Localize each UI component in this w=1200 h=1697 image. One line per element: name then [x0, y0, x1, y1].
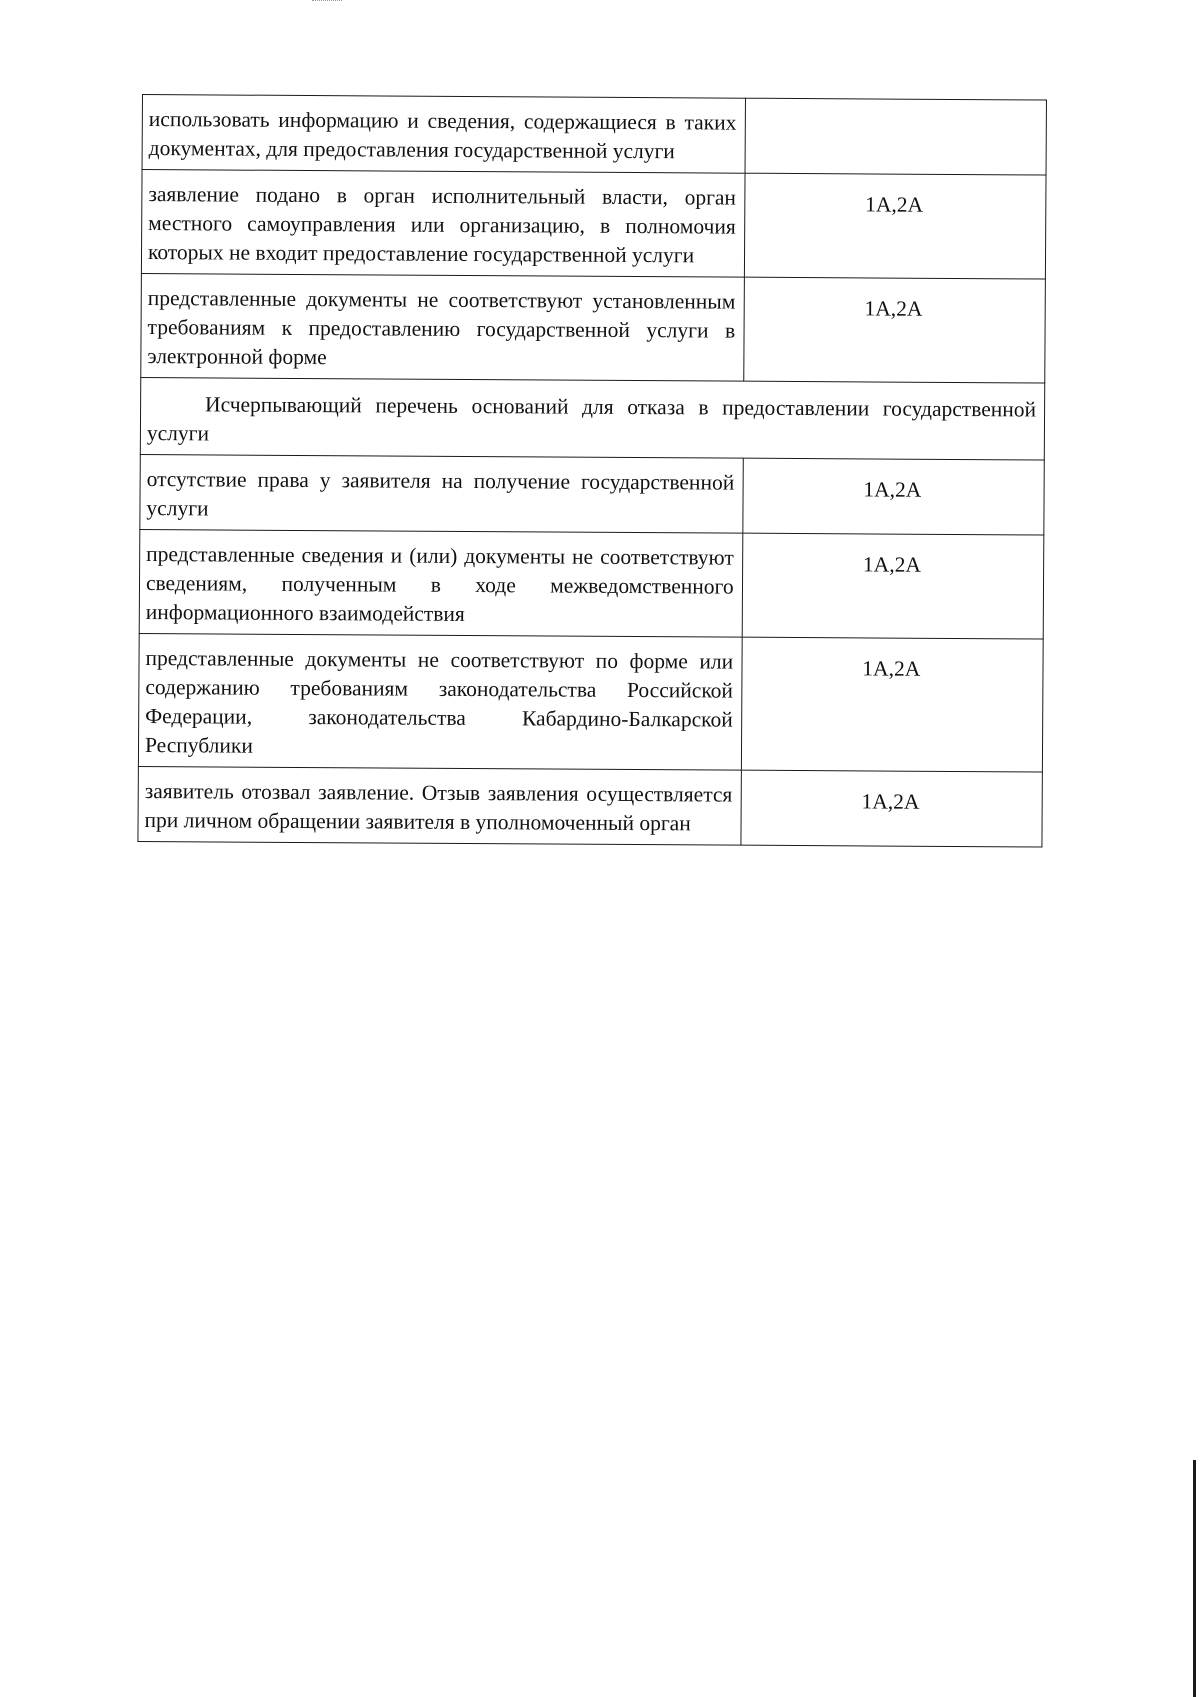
ground-text: отсутствие права у заявителя на получение государственной услуги: [140, 454, 743, 533]
table-row: [138, 766, 1042, 847]
ground-code: 1А,2А: [744, 173, 1046, 279]
table-row: [142, 95, 1046, 176]
ground-code: 1А,2А: [741, 637, 1043, 772]
table-row: [139, 529, 1044, 639]
ground-text: заявитель отозвал заявление. Отзыв заявления осуществляется при личном обращении заявителя в уполномоченный орган: [138, 766, 741, 845]
ground-text: заявление подано в орган исполнительный власти, орган местного самоуправления или организацию, в полномочия которых не входит предоставление государственной услуги: [141, 170, 744, 278]
table-row: [140, 454, 1044, 535]
table-row: [141, 170, 1046, 280]
scan-edge-line: [1193, 1460, 1196, 1697]
ground-code: [745, 98, 1047, 175]
section-heading: Исчерпывающий перечень оснований для отказа в предоставлении государственной услуги: [140, 377, 1044, 460]
table-row: [138, 633, 1043, 772]
ground-code: 1А,2А: [741, 770, 1043, 847]
table-row: [141, 273, 1046, 383]
grounds-table: [137, 94, 1047, 848]
section-header-row: [140, 377, 1044, 460]
ground-text: представленные документы не соответствуют установленным требованиям к предоставлению государственной услуги в электронной форме: [141, 273, 744, 381]
ground-text: использовать информацию и сведения, содержащиеся в таких документах, для предоставления государственной услуги: [142, 95, 745, 174]
scan-artifact-mark: [312, 0, 342, 4]
ground-text: представленные сведения и (или) документы не соответствуют сведениям, полученным в ходе межведомственного информационного взаимодействия: [139, 529, 742, 637]
ground-text: представленные документы не соответствуют по форме или содержанию требованиям законодательства Российской Федерации, законодательства Кабардино-Балкарской Республики: [138, 633, 741, 770]
ground-code: 1А,2А: [743, 277, 1045, 383]
ground-code: 1А,2А: [742, 458, 1044, 535]
ground-code: 1А,2А: [742, 533, 1044, 639]
